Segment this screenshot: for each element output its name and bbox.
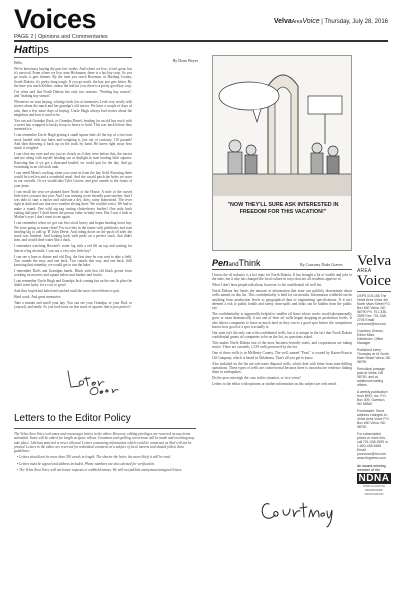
hat-tips-paragraph: I've often said that North Dakota has only two seasons: "Feeding hay season", and "making hay season". xyxy=(14,89,132,99)
masthead-divider xyxy=(14,40,388,42)
letters-policy-rule: • Letters must be signed and address included. Phone numbers are also advised for verification. xyxy=(17,461,155,466)
hat-tips-paragraph: And they hayed and baled and stacked until the snow forced them to quit. xyxy=(14,289,120,294)
pen-and-think-paragraph: Also included on the list are salt-water disposal wells, which deal with brine from state-drilling operations. These types of wells are controversial because there is inconclusive evidence linking them to earthquakes. xyxy=(212,361,352,375)
hat-tips-paragraph: I can close my eyes and see, just as clearly as if they were before this, the tractor and me along with myself heading out at daylight to start hauling little squares. Knowing that if we got a thousand hauled, we could quit for the day. And go swimming in an old stock tank. xyxy=(14,152,132,169)
hat-tips-paragraph: Whenever we start haying, it brings back lots of memories. Leah very wisely tells stories about the ranch and her grandpa's old tractor. We have a couple of days of rain, then a few more days of haying. Uncle Hugh always had stories about the neighbors and how it used to be. xyxy=(14,99,132,117)
pen-and-think-paragraph: Letters to the editor with opinions or further information on this subject are welcomed. xyxy=(212,381,337,386)
hat-tips-heading-hat: Hat xyxy=(14,44,32,56)
staff-box xyxy=(357,255,391,496)
hat-tips-body xyxy=(14,61,132,310)
hat-tips-paragraph: You can ask Grandpa (Jack, or Grandpa Darrel, heading for an old hay truck with a sweet hay wrapped to bucky hoop so heavy to hold. This was back before they invented ice. xyxy=(14,118,132,132)
section-subtitle: PAGE 2 | Opinions and Commentaries xyxy=(14,34,108,40)
courtney-signature xyxy=(255,490,335,532)
staff-box-block: A weekly publication from BHG, Inc. P.O. Box 309, Garrison, ND 58540 xyxy=(357,389,388,406)
letters-policy-rule: • Letters should not be more than 350 words in length. The shorter the letter, the more likely it will be read. xyxy=(17,455,171,460)
staff-box-area: AREA xyxy=(357,268,372,274)
dean-signature xyxy=(62,365,132,399)
pen-and-think-paragraph: Our state isn't the only one with confidential wells, but it is unique in the fact that North Dakota confidential grants oil companies to be on the list, no questions asked. xyxy=(212,330,352,340)
pen-and-think-heading-think: Think xyxy=(238,258,261,268)
hat-tips-paragraph: We've been busy buying the past few weeks. And where we live, it isn't great, but it's survival. From where we live, near Hickmann, there is a hot hay crop. As you go south, it gets thinner. By the time you reach Bowman, in Harding County, South Dakota, it's pretty dang tough. If you go north, the hay just gets better. By the time you reach Kildeer, unless the hail hit you, there is a pretty good hay crop. xyxy=(14,66,132,88)
hat-tips-divider xyxy=(14,57,132,58)
staff-box-block: Published every Thursday at #1 North Main Street Velva, ND 58790 xyxy=(357,347,391,364)
pen-and-think-paragraph: What I don't hear people talk about, however, is the confidential oil well list. xyxy=(212,283,323,288)
pen-and-think-heading-pen: Pen xyxy=(212,258,229,268)
staff-box-text xyxy=(357,294,391,460)
staff-box-block: Postmaster: Send address changes to: Velva Area Voice P.O. Box 630 Velva, ND 58790 xyxy=(357,408,390,429)
pen-and-think-paragraph: The confidentiality is supposedly helpful to smaller oil firms whose works would phenomenally grow or more dramatically if not one of their oil wells began dropping in production levels. It also allows companies to lease as much land as they can to a good spot before the competition knows how good of a spot it actually is. xyxy=(212,312,352,330)
pen-and-think-paragraph: North Dakota law limits the amount of information that state can publicly disseminate about wells named on this list. This confidentiality is held for six months. Information withheld can be anything from production levels to geographical data to engineering specifications. If it isn't deemed a risk to public health and safety, mini-spills and leaks can be hidden from the public eye. xyxy=(212,289,352,311)
hat-tips-byline: By Dean Weyer xyxy=(172,58,198,63)
pen-and-think-body xyxy=(212,273,352,388)
hat-tips-paragraph: Hello, xyxy=(14,60,23,65)
hat-tips-paragraph: I can smell Mom's cooking when you come in from the hay field. Knowing there would be iced tea and a wonderful meal. And she would patch the holes we wore in our overalls. Or we would take Tyler Grover, and give camels to the fronts of your jeans. xyxy=(14,170,132,188)
cartoon-illustration xyxy=(213,56,352,251)
staff-box-block: USPS 019-156 The Velva Area Voice 4th North Main Street P.O. Box 630 Velva, ND 58790 Ph: 701-338-2599 Fax: 701-338-2705 Email: yourvoice@srt.com xyxy=(357,293,391,326)
staff-box-block: Courtney Graves, Editor Mark Dahlstrom, Office Manager xyxy=(357,328,384,345)
staff-box-velva: Velva xyxy=(357,253,392,269)
ndna-award xyxy=(357,464,391,496)
letters-policy-rule: • The Velva Area Voice will not honor requests to withhold names. We will not publish anonymous/unsigned letters. xyxy=(17,468,183,473)
ndna-tagline: NORTH DAKOTA NEWSPAPER ASSOCIATION xyxy=(363,483,385,496)
pen-and-think-heading xyxy=(212,258,261,268)
pen-and-think-paragraph: This makes North Dakota one of the most business-friendly states, and corporations are taking notice. There are currently 1,319 wells protected by the list. xyxy=(212,341,352,350)
section-title: Voices xyxy=(14,4,97,34)
pen-and-think-paragraph: I know the oil industry is a hot topic for North Dakota. It has brought a lot of wealth and jobs to the state, but it also has changed the local culture in ways that not all residents approve of. xyxy=(212,273,352,282)
cartoon-caption: "NOW THEY'LL SURE ASK INTERESTED IN FREEDOM FOR THIS VACATION!" xyxy=(227,202,339,215)
hat-tips-paragraph: I can remember Uncle Hugh getting a small square bale off the top of a two-tour truck loaded with hay bales and weighing it, just out of curiosity. 110 pounds! And then throwing it back up on the truck by hand. He knew right away how much it weighed. xyxy=(14,133,132,151)
hat-tips-paragraph: I can recall the year we planted three North of the House. A mile of the cursed little trees you met last year. And I was trusting a tree friendly pure rancher. And I was able to start a tractor and cultivate a dry, dirty, rainy homestead. The river right at dark and saw that new weather slicing there. We couldn't resist. We had to make a round. One wild zig-zag cutting chokecherry bushes! One mile back cutting half pine! I don't know the person value in baby trees. But I saw a look in Mother's eyes I don't want to see again. xyxy=(14,189,132,220)
pen-and-think-heading-and: and xyxy=(228,262,239,268)
staff-box-voice: Voice xyxy=(357,273,391,289)
paper-name-velva: Velva xyxy=(273,18,292,25)
staff-box-block: For subscription prices or more info, call 701-338-2599 or 1-800-438-5485 Email: yourvoice@srt.com www.bhgnews.com xyxy=(357,431,389,460)
hat-tips-paragraph: I can remember Uncle Hugh and Grandpa Jack coming fun on the run. In place he didn't want lucky for a cow to grow! xyxy=(14,279,132,288)
staff-box-divider xyxy=(357,291,391,292)
pen-and-think-divider xyxy=(212,269,352,270)
paper-name-area: Area xyxy=(291,19,303,25)
letters-policy-rules xyxy=(14,455,196,472)
pen-and-think-paragraph: Do the pros outweigh the cons in this situation, or vice versa? xyxy=(212,375,301,380)
staff-box-block: Periodical postage paid at Velva, ND 58790, and at additional mailing offices. xyxy=(357,366,385,387)
ndna-award-text: An award-winning member of the xyxy=(357,463,386,472)
hat-tips-heading-tips: tips xyxy=(31,44,49,56)
hat-tips-paragraph: I can see a June or dinner and old Dog, the first time he was sent to take a field. Two rounds the easy, and one back. Two rounds this way, and one back. Still knowing that someday, we would get to run the baler. xyxy=(14,254,132,268)
hat-tips-paragraph: Hard work. And great memories. xyxy=(14,295,62,300)
letters-policy-body xyxy=(14,432,196,474)
editorial-cartoon xyxy=(212,55,352,251)
hat-tips-paragraph: Take a minute and smell your hay. You can see your Grandpa, or your Dad, or yourself, and smile. As you look back on that stack of squares that is just perfect! xyxy=(14,301,132,310)
hat-tips-paragraph: I remember watching Howard's water log with a red fill on top and waiting for him in a big uh smile. I was not a very nice little boy! xyxy=(14,244,132,253)
pen-and-think-paragraph: One of these wells is in McHenry County. The well, named "Pratt," is owned by Kaiser-Francis Oil Company, which is based in Oklahoma. That's all you get to know. xyxy=(212,351,352,360)
letters-policy-divider xyxy=(14,428,196,429)
pen-and-think-byline: By Courtney Duke Graves xyxy=(300,262,343,267)
ndna-logo: NDNA xyxy=(358,472,390,484)
hat-tips-paragraph: I remember Dad's and Grandpas hands. Black with that old black grease from working on mowers and square balers and loaders and trucks. xyxy=(14,268,132,278)
letters-policy-title: Letters to the Editor Policy xyxy=(14,413,131,424)
hat-tips-paragraph: I can remember when we got our first stock heavy and began heading loose hay. We were going to some clean! For two bits in the frame with pitchforks and start heading big to add up 'R' John Deere. And riding down on the push off after the stack was finished. And looking back with pride on a perfect stack, that didn't lean, and would shed water like a duck. xyxy=(14,221,132,243)
hat-tips-heading xyxy=(14,44,132,56)
issue-date: | Thursday, July 28, 2016 xyxy=(321,19,388,25)
letters-policy-intro: The Velva Area Voice welcomes and encourages letters to the editor. However, editing privileges are reserved on any items submitted. Items will be edited for length as space allows. Grammar and spelling corrections will be made and rewriting may take place. Libelous material is never allowed. Letters containing information which could be construed as libel will not be printed. Letters to the editor are reserved for individual comment on a subject of local interest and should follow these guidelines: xyxy=(14,432,195,454)
masthead-paper-date xyxy=(274,18,388,25)
paper-name-voice: Voice xyxy=(302,18,320,25)
hat-tips-column xyxy=(14,44,132,311)
